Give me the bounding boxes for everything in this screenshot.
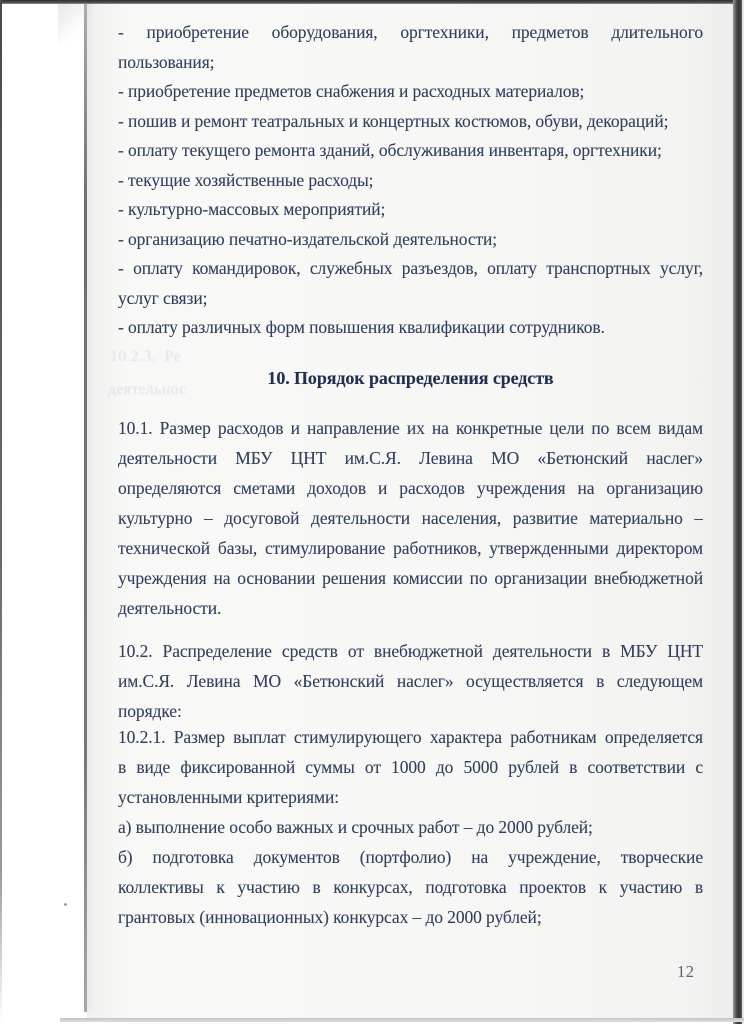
text-line: - приобретение предметов снабжения и расходных материалов;: [118, 81, 585, 101]
scan-top-edge: [0, 0, 744, 4]
text-line: порядке:: [118, 700, 182, 721]
text-line: пользования;: [118, 51, 215, 72]
text-line: - пошив и ремонт театральных и концертных костюмов, обуви, декораций;: [118, 110, 669, 131]
text-line: - организацию печатно-издательской деятельности;: [118, 228, 498, 249]
para-10-1: [118, 413, 703, 623]
scan-right-band: [733, 0, 742, 1024]
text-line: деятельности МБУ ЦНТ им.С.Я. Левина МО «Бетюнский наслег»: [118, 447, 703, 468]
text-line: - оплату различных форм повышения квалификации сотрудников.: [118, 317, 605, 337]
text-line: коллективы к участию в конкурсах, подготовка проектов к участию в: [118, 876, 703, 897]
para-10-2: [118, 636, 703, 726]
text-line: - культурно-массовых мероприятий;: [118, 199, 386, 219]
text-line: услуг связи;: [118, 287, 208, 308]
text-line: 10.2. Распределение средств от внебюджетной деятельности в МБУ ЦНТ: [118, 640, 703, 661]
text-line: а) выполнение особо важных и срочных работ – до 2000 рублей;: [118, 816, 593, 837]
text-line: грантовых (инновационных) конкурсах – до 2000 рублей;: [118, 906, 542, 927]
text-line: учреждения на основании решения комиссии по организации внебюджетной: [118, 567, 703, 588]
expense-list: [118, 18, 703, 343]
page-bottom-shadow: [60, 1018, 744, 1022]
text-line: им.С.Я. Левина МО «Бетюнский наслег» осуществляется в следующем: [118, 670, 703, 691]
text-line: в виде фиксированной суммы от 1000 до 5000 рублей в соответствии с: [118, 756, 703, 777]
text-line: - приобретение оборудования, оргтехники, предметов длительного: [118, 22, 703, 42]
page-number: 12: [677, 962, 695, 981]
text-line: деятельности.: [118, 597, 222, 618]
ink-speck: [64, 903, 67, 906]
text-line: установленными критериями:: [118, 786, 339, 807]
ghost-bleed-through-text: 10.2.3. Ре: [110, 348, 182, 365]
page-fold-edge-line: [84, 4, 87, 1012]
para-10-2-1: [118, 722, 703, 812]
document-text: [118, 18, 703, 932]
text-line: культурно – досуговой деятельности населения, развитие материально –: [118, 507, 703, 528]
text-line: технической базы, стимулирование работников, утвержденными директором: [118, 537, 703, 558]
text-line: определяются сметами доходов и расходов учреждения на организацию: [118, 477, 703, 498]
text-line: 10.2.1. Размер выплат стимулирующего характера работникам определяется: [118, 726, 703, 747]
text-line: - текущие хозяйственные расходы;: [118, 169, 374, 190]
text-line: - оплату командировок, служебных разъездов, оплату транспортных услуг,: [118, 258, 703, 278]
section-heading: 10. Порядок распределения средств: [267, 367, 554, 388]
text-line: б) подготовка документов (портфолио) на учреждение, творческие: [118, 846, 703, 867]
ghost-bleed-through-text: деятельнос: [108, 381, 187, 398]
text-line: - оплату текущего ремонта зданий, обслуживания инвентаря, оргтехники;: [118, 140, 662, 160]
text-line: 10.1. Размер расходов и направление их на конкретные цели по всем видам: [118, 417, 703, 438]
para-item-a: [118, 812, 703, 842]
para-item-b: [118, 842, 703, 932]
scan-left-edge: [0, 0, 2, 1024]
